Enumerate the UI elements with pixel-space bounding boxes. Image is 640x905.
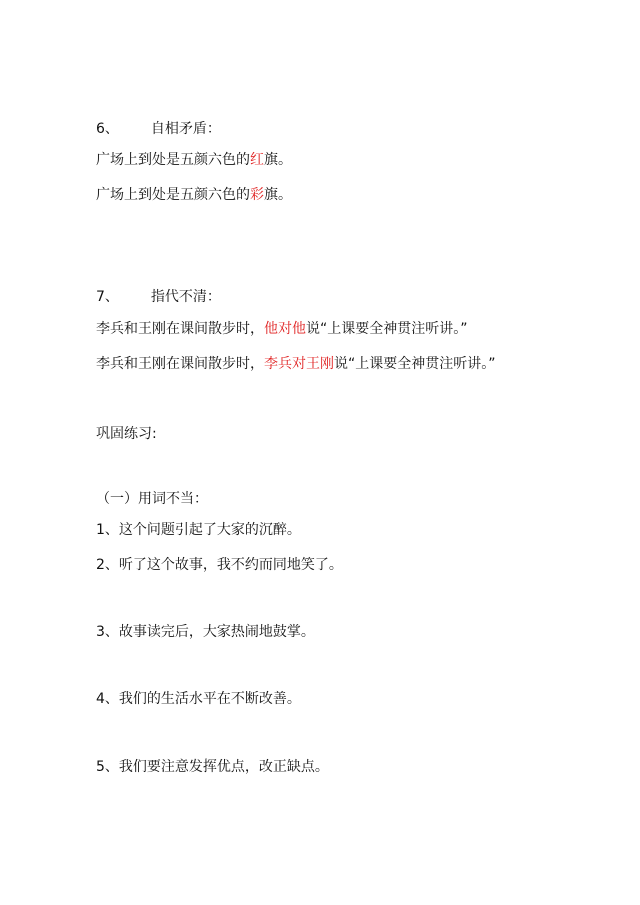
highlighted-word: 红 — [250, 152, 264, 168]
practice-item-5: 5、我们要注意发挥优点，改正缺点。 — [96, 759, 329, 775]
section-6-heading — [96, 120, 221, 138]
example-text: 李兵和王刚在课间散步时， — [96, 321, 264, 337]
highlighted-phrase: 他对他 — [264, 321, 306, 337]
example-text: 旗。 — [264, 152, 292, 168]
section-7-example-2 — [96, 355, 496, 373]
section-6-title: 自相矛盾： — [150, 121, 221, 137]
practice-item-1: 1、这个问题引起了大家的沉醉。 — [96, 522, 301, 538]
example-text: 李兵和王刚在课间散步时， — [96, 356, 264, 372]
example-text: 广场上到处是五颜六色的 — [96, 152, 250, 168]
practice-subheading: （一）用词不当： — [96, 491, 208, 507]
practice-heading: 巩固练习: — [96, 426, 157, 442]
practice-item-3: 3、故事读完后，大家热闹地鼓掌。 — [96, 624, 315, 640]
example-text: 说“上课要全神贯注听讲。” — [334, 356, 496, 372]
example-text: 说“上课要全神贯注听讲。” — [306, 321, 468, 337]
highlighted-word: 彩 — [250, 187, 264, 203]
section-6-example-2 — [96, 186, 292, 204]
practice-item-4: 4、我们的生活水平在不断改善。 — [96, 691, 301, 707]
highlighted-phrase: 李兵对王刚 — [264, 356, 334, 372]
practice-item-2: 2、听了这个故事，我不约而同地笑了。 — [96, 557, 343, 573]
section-7-title: 指代不清： — [150, 289, 221, 305]
section-7-heading — [96, 288, 221, 306]
section-6-example-1 — [96, 151, 292, 169]
section-7-number: 7、 — [96, 289, 119, 305]
section-7-example-1 — [96, 320, 468, 338]
section-6-number: 6、 — [96, 121, 119, 137]
example-text: 广场上到处是五颜六色的 — [96, 187, 250, 203]
example-text: 旗。 — [264, 187, 292, 203]
